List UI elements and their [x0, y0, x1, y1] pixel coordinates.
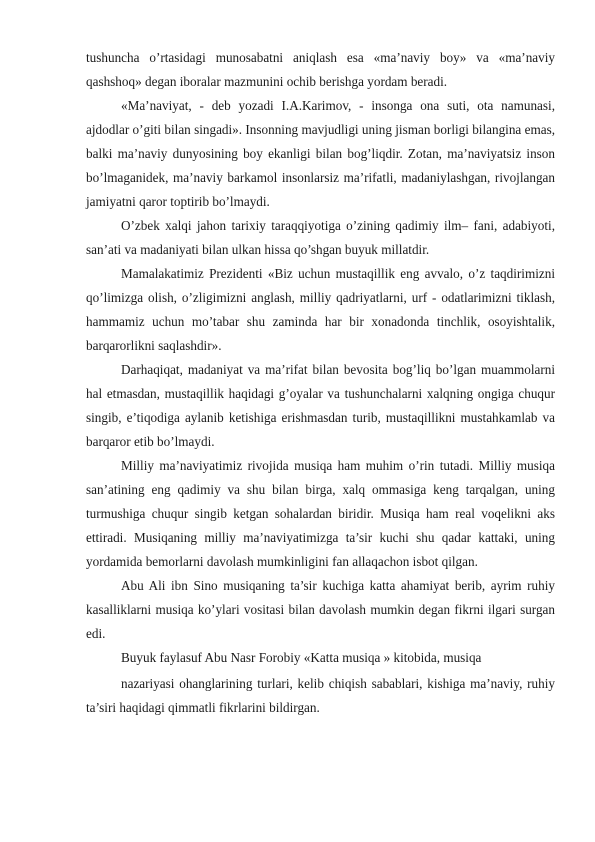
paragraph-4: Mamalakatimiz Prezidenti «Biz uchun mustaqillik eng avvalo, o’z taqdirimizni qo’limizga olish, o’zligimizni anglash, milliy qadriyatlarni, urf - odatlarimizni tiklash, hammamiz uchun mo’tabar shu zaminda har bir xonadonda tinchlik, osoyishtalik, barqarorlikni saqlashdir». [86, 266, 555, 353]
paragraph-8: Buyuk faylasuf Abu Nasr Forobiy «Katta musiqa » kitobida, musiqa [121, 650, 482, 665]
document-body [86, 46, 555, 720]
paragraph-9: nazariyasi ohanglarining turlari, kelib chiqish sabablari, kishiga ma’naviy, ruhiy ta’siri haqidagi qimmatli fikrlarini bildirgan. [86, 676, 555, 715]
paragraph-1: tushuncha o’rtasidagi munosabatni aniqlash esa «ma’naviy boy» va «ma’naviy qashshoq» degan iboralar mazmunini ochib berishga yordam beradi. [86, 50, 555, 89]
paragraph-5: Darhaqiqat, madaniyat va ma’rifat bilan bevosita bog’liq bo’lgan muammolarni hal etmasdan, mustaqillik haqidagi g’oyalar va tushunchalarni xalqning ongiga chuqur singib, e’tiqodiga aylanib ketishiga erishmasdan turib, mustaqillikni mustahkamlab va barqaror etib bo’lmaydi. [86, 362, 555, 449]
paragraph-6: Milliy ma’naviyatimiz rivojida musiqa ham muhim o’rin tutadi. Milliy musiqa san’atining eng qadimiy va shu bilan birga, xalq ommasiga keng tarqalgan, uning turmushiga chuqur singib ketgan sohalardan biridir. Musiqa ham real voqelikni aks ettiradi. Musiqaning milliy ma’naviyatimizga ta’sir kuchi shu qadar kattaki, uning yordamida bemorlarni davolash mumkinligini fan allaqachon isbot qilgan. [86, 458, 555, 569]
paragraph-2: «Ma’naviyat, - deb yozadi I.A.Karimov, - insonga ona suti, ota namunasi, ajdodlar o’giti bilan singadi». Insonning mavjudligi uning jisman borligi bilangina emas, balki ma’naviy dunyosining boy ekanligi bilan bog’liqdir. Zotan, ma’naviyatsiz inson bo’lmaganidek, ma’naviy barkamol insonlarsiz ma’rifatli, madaniylashgan, rivojlangan jamiyatni qaror toptirib bo’lmaydi. [86, 98, 555, 209]
paragraph-3: O’zbek xalqi jahon tarixiy taraqqiyotiga o’zining qadimiy ilm– fani, adabiyoti, san’ati va madaniyati bilan ulkan hissa qo’shgan buyuk millatdir. [86, 218, 555, 257]
paragraph-7: Abu Ali ibn Sino musiqaning ta’sir kuchiga katta ahamiyat berib, ayrim ruhiy kasalliklarni musiqa ko’ylari vositasi bilan davolash mumkin degan fikrni ilgari surgan edi. [86, 578, 555, 641]
